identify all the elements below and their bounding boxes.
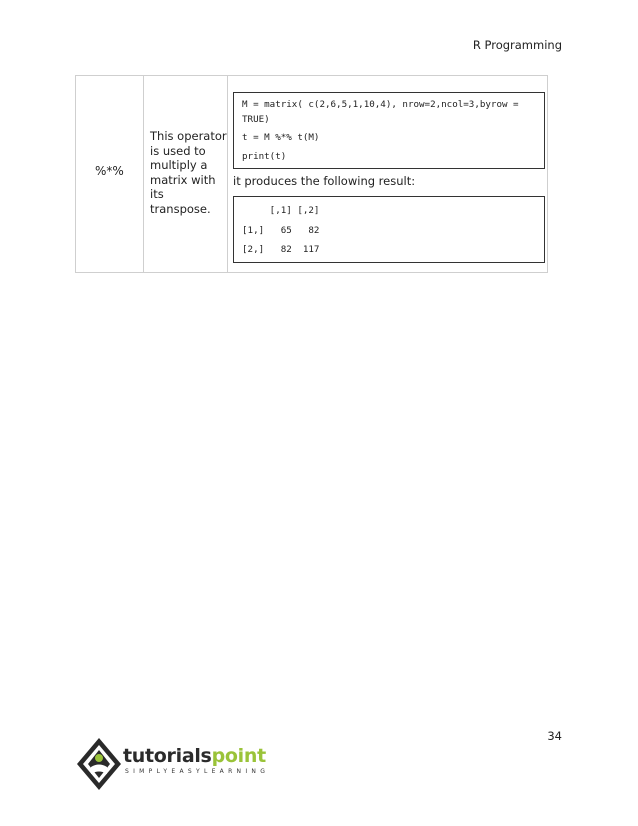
description-line: multiply a [150, 158, 208, 172]
operator-table [75, 75, 548, 273]
logo-word-tutorials: tutorials [123, 745, 212, 767]
result-intro: it produces the following result: [233, 174, 416, 188]
description-cell [144, 76, 228, 272]
page-number: 34 [547, 729, 562, 743]
output-line: [1,] 65 82 [242, 225, 320, 236]
code-line: M = matrix( c(2,6,5,1,10,4), nrow=2,ncol=3,byrow = [242, 99, 519, 110]
code-line: print(t) [242, 151, 287, 162]
logo-emblem-icon [75, 736, 123, 792]
code-line: t = M %*% t(M) [242, 132, 320, 143]
operator-cell [76, 76, 144, 272]
output-line: [2,] 82 117 [242, 244, 320, 255]
description-line: its [150, 187, 164, 201]
output-box [233, 196, 545, 263]
example-cell [228, 76, 547, 272]
code-line: TRUE) [242, 114, 270, 125]
output-line: [,1] [,2] [242, 205, 320, 216]
description-line: matrix with [150, 172, 216, 187]
logo-wordmark [123, 745, 266, 767]
tutorialspoint-logo [75, 736, 270, 792]
running-header: R Programming [472, 38, 562, 52]
description-line: transpose. [150, 201, 211, 216]
operator-symbol: %*% [95, 164, 124, 178]
code-example-box [233, 92, 545, 169]
operator-description [150, 129, 226, 216]
logo-word-point: point [211, 745, 266, 767]
logo-tagline: SIMPLYEASYLEARNING [125, 768, 270, 775]
description-line: is used to [150, 143, 206, 158]
description-line: This operator [150, 129, 227, 143]
